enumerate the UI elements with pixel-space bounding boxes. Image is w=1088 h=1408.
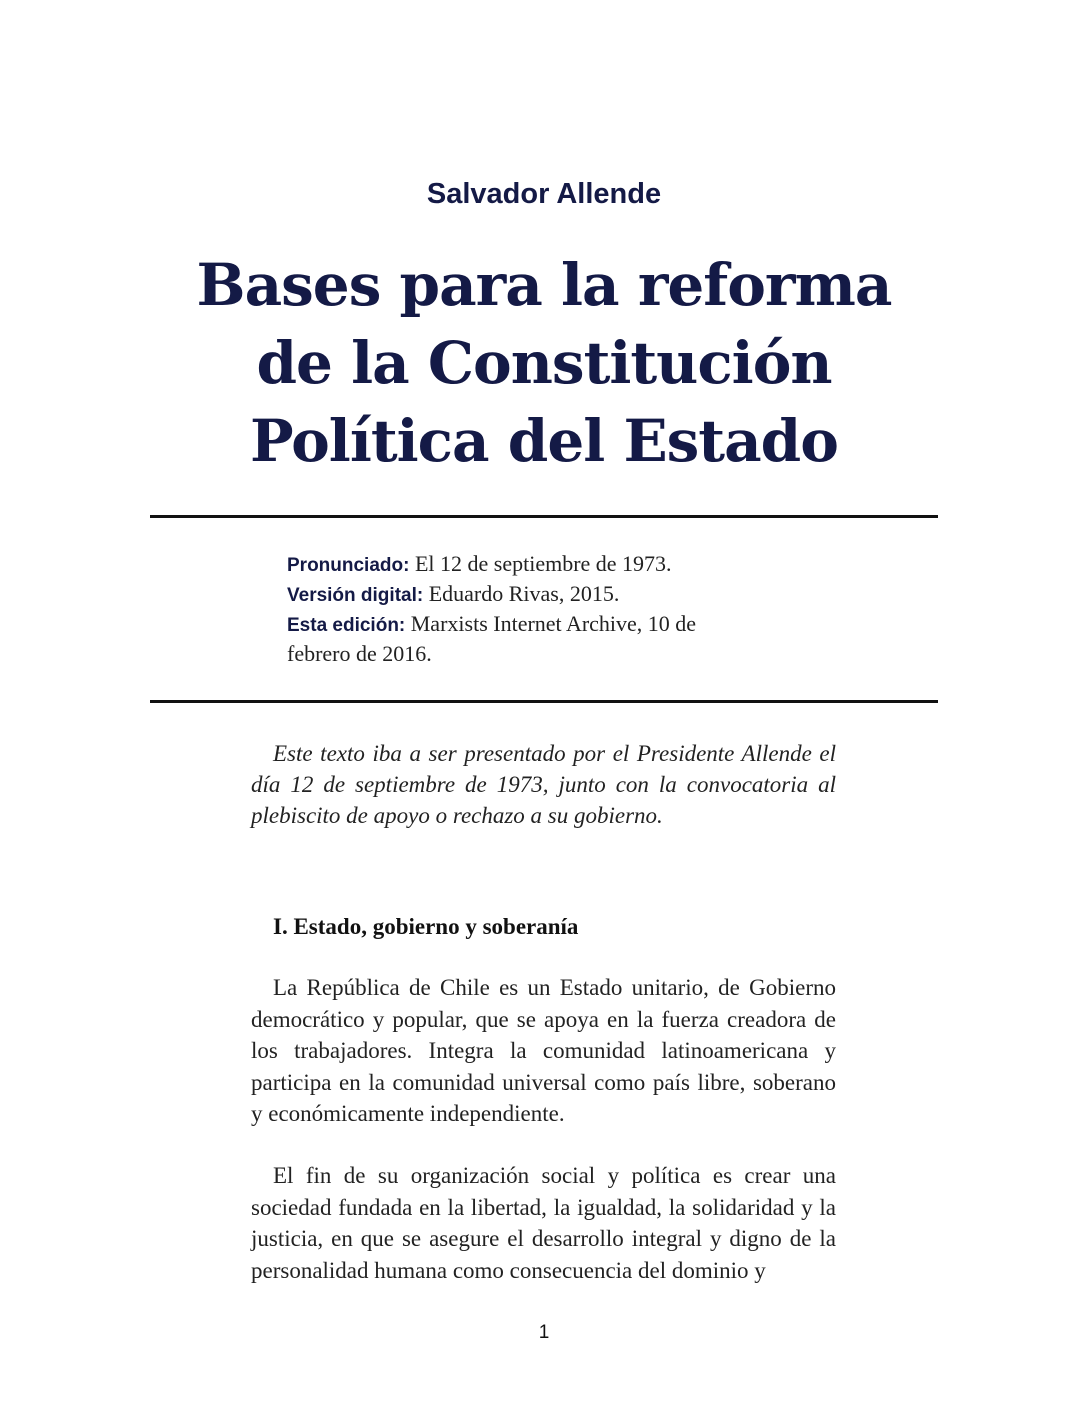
body-paragraph: La República de Chile es un Estado unitario, de Gobierno democrático y popular, que se apoya en la fuerza creadora de los trabajadores. Integra la comunidad latinoamericana y participa en la comunidad universal como país libre, soberano y económicamente independiente. bbox=[251, 975, 836, 1126]
author-name: Salvador Allende bbox=[426, 178, 662, 210]
metadata-pronounced bbox=[287, 550, 757, 580]
metadata-value: Eduardo Rivas, 2015. bbox=[423, 581, 620, 606]
metadata-label: Pronunciado: bbox=[287, 555, 410, 576]
metadata-value: El 12 de septiembre de 1973. bbox=[409, 551, 672, 576]
top-divider bbox=[150, 515, 938, 518]
publication-metadata bbox=[287, 550, 757, 668]
page-number: 1 bbox=[538, 1322, 550, 1343]
section-heading: I. Estado, gobierno y soberanía bbox=[273, 914, 579, 939]
title-line: de la Constitución bbox=[256, 329, 832, 397]
body-paragraph: El fin de su organización social y política es crear una sociedad fundada en la libertad, la igualdad, la solidaridad y la justicia, en que se asegure el desarrollo integral y digno de la personalidad humana como consecuencia del dominio y bbox=[251, 1163, 836, 1283]
title-line: Bases para la reforma bbox=[196, 251, 892, 319]
document-title bbox=[0, 246, 1088, 480]
bottom-divider bbox=[150, 700, 938, 703]
metadata-digital-version bbox=[287, 580, 757, 610]
title-line: Política del Estado bbox=[250, 407, 838, 475]
metadata-edition bbox=[287, 610, 757, 668]
metadata-label: Versión digital: bbox=[287, 585, 424, 606]
metadata-value: Marxists Internet Archive, 10 de febrero de 2016. bbox=[287, 611, 697, 666]
intro-note: Este texto iba a ser presentado por el Presidente Allende el día 12 de septiembre de 1973, junto con la convocatoria al plebiscito de apoyo o rechazo a su gobierno. bbox=[251, 741, 836, 828]
metadata-label: Esta edición: bbox=[287, 615, 406, 636]
